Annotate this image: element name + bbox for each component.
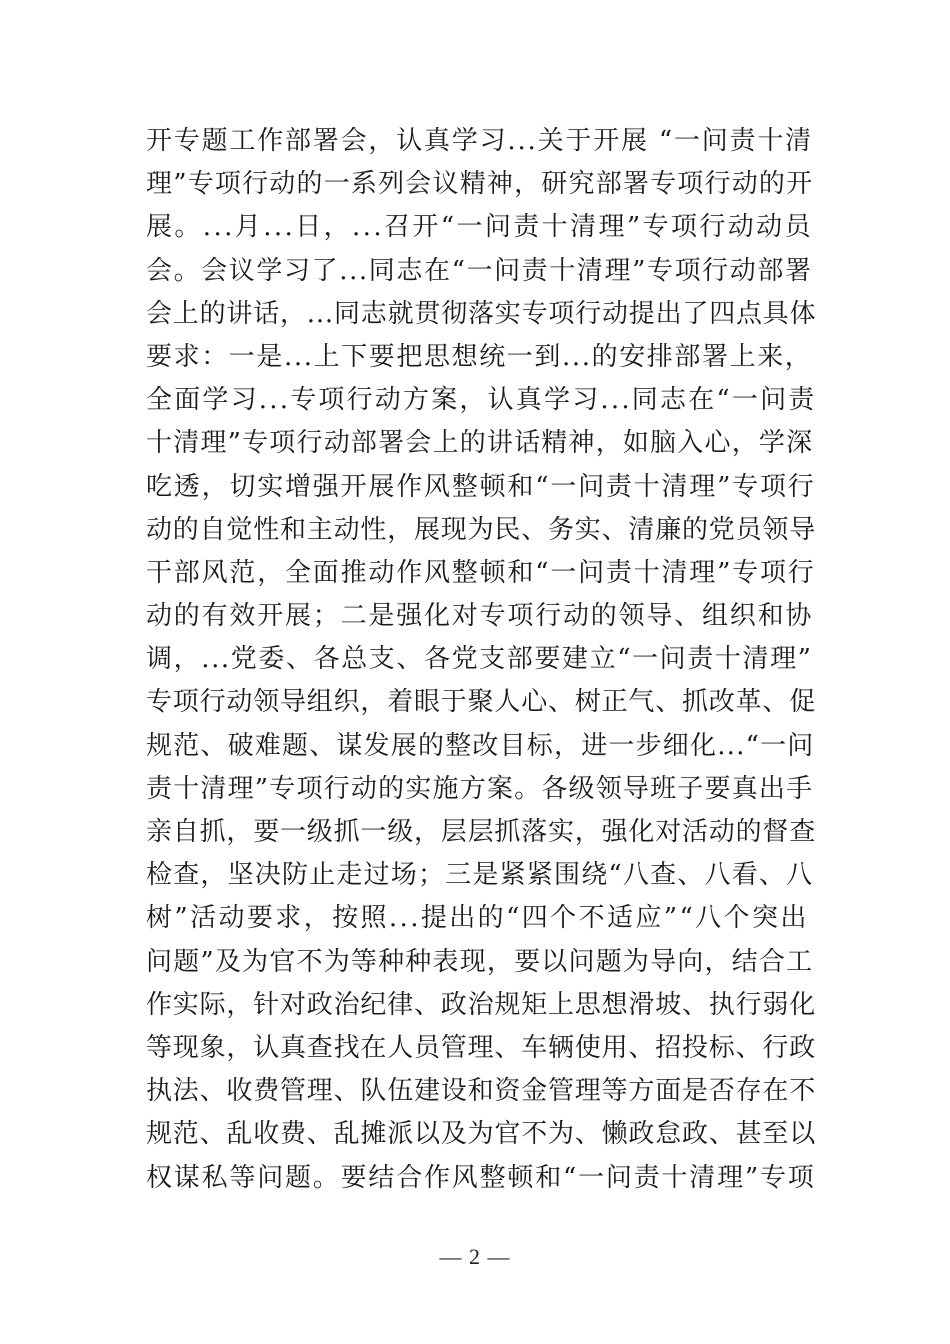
text-line: 展。...月...日，...召开“一问责十清理”专项行动动员 [146, 212, 813, 243]
text-line: 吃透，切实增强开展作风整顿和“一问责十清理”专项行 [146, 471, 816, 502]
text-line: 会。会议学习了...同志在“一问责十清理”专项行动部署 [146, 255, 813, 286]
text-line: 会上的讲话，...同志就贯彻落实专项行动提出了四点具体 [146, 298, 817, 329]
text-line: 调，...党委、各总支、各党支部要建立“一问责十清理” [146, 644, 813, 675]
text-line: 执法、收费管理、队伍建设和资金管理等方面是否存在不 [146, 1076, 817, 1107]
text-line: 权谋私等问题。要结合作风整顿和“一问责十清理”专项 [146, 1162, 816, 1193]
text-line: 十清理”专项行动部署会上的讲话精神，如脑入心，学深 [146, 428, 814, 459]
text-line: 检查，坚决防止走过场；三是紧紧围绕“八查、八看、八 [146, 860, 814, 891]
text-line: 干部风范，全面推动作风整顿和“一问责十清理”专项行 [146, 557, 816, 588]
text-line: 责十清理”专项行动的实施方案。各级领导班子要真出手 [146, 773, 814, 804]
text-line: 树”活动要求，按照...提出的“四个不适应”“八个突出 [146, 903, 809, 934]
body-text [146, 120, 816, 1200]
text-line: 开专题工作部署会，认真学习...关于开展 “一问责十清 [146, 126, 813, 156]
text-line: 规范、乱收费、乱摊派以及为官不为、懒政怠政、甚至以 [146, 1119, 817, 1150]
text-line: 专项行动领导组织，着眼于聚人心、树正气、抓改革、促 [146, 687, 817, 718]
text-line: 动的有效开展；二是强化对专项行动的领导、组织和协 [146, 601, 814, 632]
text-line: 等现象，认真查找在人员管理、车辆使用、招投标、行政 [146, 1032, 817, 1063]
page-number: — 2 — [439, 1244, 511, 1269]
text-line: 问题”及为官不为等种种表现，要以问题为导向，结合工 [146, 946, 814, 977]
text-line: 理”专项行动的一系列会议精神，研究部署专项行动的开 [146, 169, 814, 200]
text-line: 全面学习...专项行动方案，认真学习...同志在“一问责 [146, 385, 817, 416]
text-line: 亲自抓，要一级抓一级，层层抓落实，强化对活动的督查 [146, 817, 817, 847]
text-line: 要求：一是...上下要把思想统一到...的安排部署上来， [146, 341, 813, 372]
text-line: 动的自觉性和主动性，展现为民、务实、清廉的党员领导 [146, 514, 817, 545]
text-line: 规范、破难题、谋发展的整改目标，进一步细化...“一问 [146, 730, 815, 761]
text-line: 作实际，针对政治纪律、政治规矩上思想滑坡、执行弱化 [146, 989, 817, 1020]
